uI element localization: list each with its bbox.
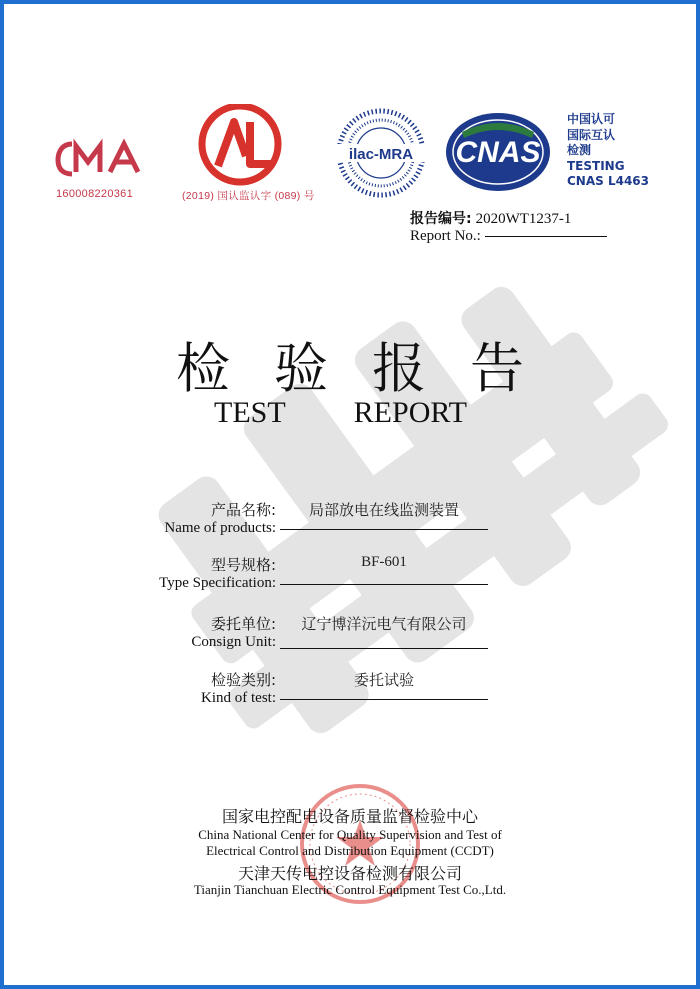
field-en-label: Type Specification: (159, 575, 276, 591)
issuer-org-en-line-1: China National Center for Quality Supervision and Test of (198, 827, 502, 842)
field-cn-label: 委托单位: (210, 615, 276, 633)
cnas-line: 检测 (567, 143, 592, 157)
field-value: BF-601 (361, 554, 407, 570)
cnas-line: CNAS L4463 (567, 174, 650, 188)
field-cn-label: 产品名称: (210, 501, 276, 519)
report-number-en-label: Report No.: (410, 228, 481, 244)
svg-text:AL: AL (240, 144, 242, 145)
field-underline (280, 699, 488, 700)
field-cn-label: 型号规格: (210, 556, 276, 574)
issuer-company-en: Tianjin Tianchuan Electric Control Equipment Test Co.,Ltd. (193, 882, 507, 897)
issuer-org-cn: 国家电控配电设备质量监督检验中心 (221, 807, 478, 826)
cnas-line: 国际互认 (567, 127, 616, 142)
report-number-value: 2020WT1237-1 (475, 211, 572, 227)
title-english-word-1: TEST (214, 396, 286, 429)
report-number-underline (485, 236, 607, 237)
issuer-org-en-line-2: Electrical Control and Distribution Equipment (CCDT) (206, 843, 494, 858)
title-english-word-2: REPORT (353, 396, 467, 429)
field-underline (280, 584, 488, 585)
field-value: 辽宁博洋沅电气有限公司 (301, 615, 467, 633)
cnas-line: TESTING (567, 158, 625, 173)
field-value: 委托试验 (353, 671, 414, 689)
svg-text:MA: MA (106, 166, 108, 167)
cnas-line: 中国认可 (567, 112, 616, 126)
field-underline (280, 648, 488, 649)
report-number-block (410, 208, 607, 248)
title-chinese: 检验报告 (176, 337, 568, 400)
svg-text:CNAS: CNAS (455, 136, 541, 169)
field-cn-label: 检验类别: (210, 671, 276, 689)
issuer-company-cn: 天津天传电控设备检测有限公司 (237, 864, 462, 883)
cal-certificate-number: (2019) 国认监认字 (089) 号 (182, 190, 315, 202)
title-english (214, 396, 467, 430)
field-value: 局部放电在线监测装置 (308, 501, 459, 519)
field-underline (280, 529, 488, 530)
field-en-label: Kind of test: (201, 690, 276, 706)
cnas-accreditation-text (567, 112, 649, 190)
ilac-mra-logo (332, 108, 430, 198)
cma-certificate-number: 160008220361 (56, 188, 134, 200)
report-cover-page (4, 4, 696, 985)
cnas-logo (440, 110, 558, 194)
field-en-label: Consign Unit: (191, 634, 276, 650)
field-en-label: Name of products: (164, 520, 276, 536)
report-number-cn-label: 报告编号: (410, 211, 472, 227)
svg-text:ilac-MRA: ilac-MRA (348, 146, 414, 163)
